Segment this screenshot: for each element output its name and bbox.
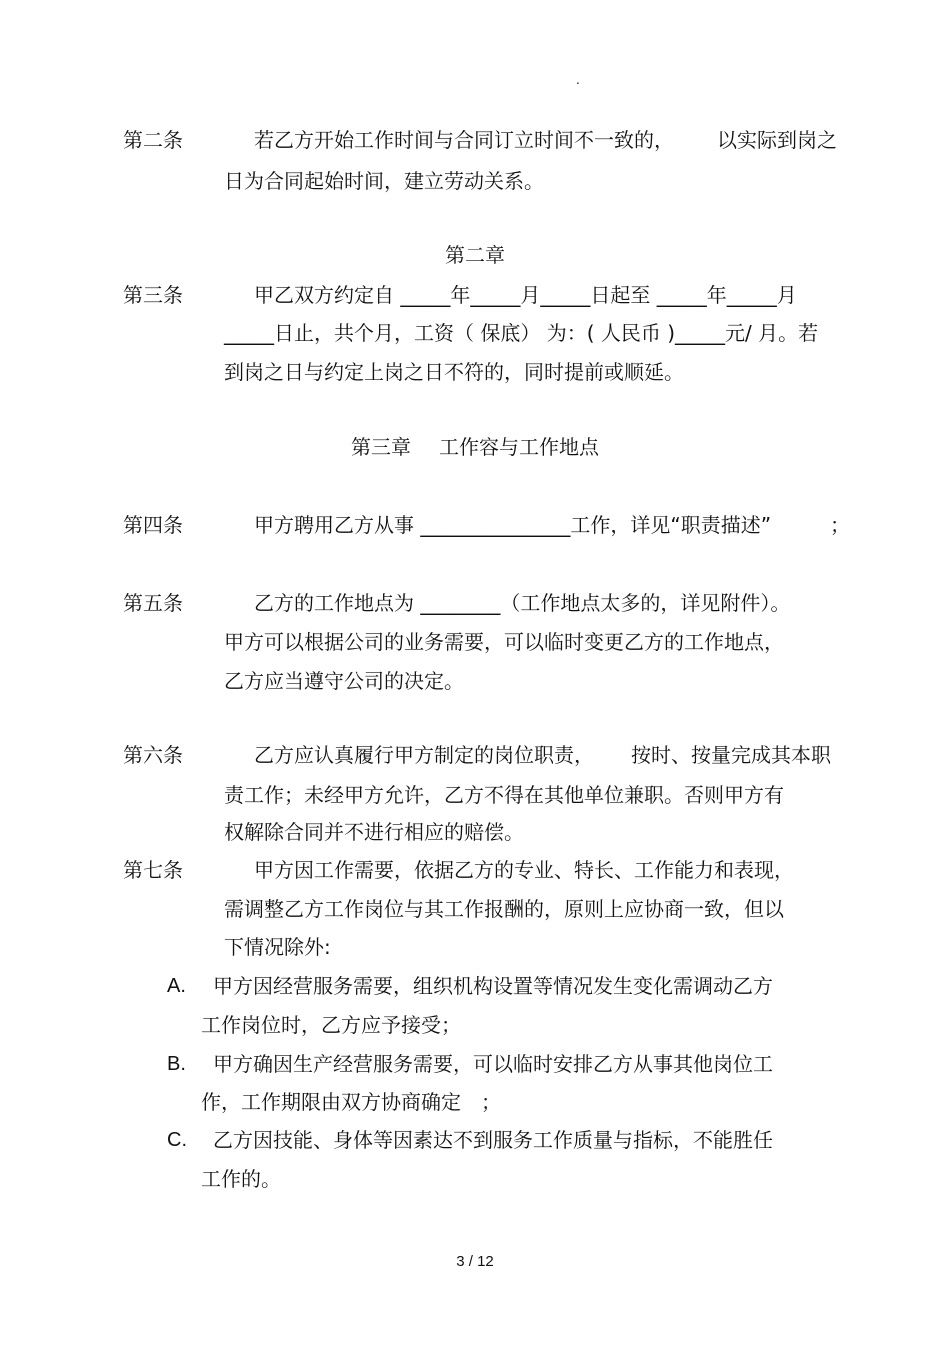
article-6-label: 第六条 (123, 743, 183, 767)
article-3-line-3: 到岗之日与约定上岗之日不符的，同时提前或顺延。 (224, 360, 684, 384)
chapter-3-heading (0, 433, 950, 461)
item-a-line-2: 工作岗位时，乙方应予接受； (201, 1013, 461, 1037)
article-7-label: 第七条 (123, 858, 183, 882)
article-7-line-2: 需调整乙方工作岗位与其工作报酬的，原则上应协商一致，但以 (224, 897, 784, 921)
article-2-line-2: 日为合同起始时间，建立劳动关系。 (224, 169, 544, 193)
item-a-line-1: 甲方因经营服务需要，组织机构设置等情况发生变化需调动乙方 (213, 974, 773, 998)
item-c-marker: C. (167, 1129, 187, 1151)
article-3-line-2: _____日止，共个月，工资（ 保底） 为：( 人民币 )_____元/ 月。若 (224, 321, 819, 345)
top-mark: . (576, 73, 580, 87)
item-c-line-2: 工作的。 (201, 1167, 281, 1191)
article-5-line-1: 乙方的工作地点为 ________（工作地点太多的，详见附件）。 (254, 591, 791, 615)
chapter-2-heading: 第二章 (445, 243, 505, 267)
page-number: 3 / 12 (456, 1253, 494, 1270)
article-5-line-3: 乙方应当遵守公司的决定。 (224, 669, 464, 693)
article-6-line-1: 乙方应认真履行甲方制定的岗位职责， (254, 743, 594, 767)
article-4-label: 第四条 (123, 513, 183, 537)
article-2-label: 第二条 (123, 128, 183, 152)
article-3-label: 第三条 (123, 283, 183, 307)
item-b-marker: B. (167, 1053, 186, 1075)
chapter-3-number: 第三章 (351, 435, 411, 459)
chapter-3-title: 工作容与工作地点 (439, 435, 599, 459)
item-b-line-2: 作，工作期限由双方协商确定 ； (201, 1090, 501, 1114)
article-7-line-3: 下情况除外: (224, 935, 331, 959)
article-2-line-1: 若乙方开始工作时间与合同订立时间不一致的， (254, 128, 674, 152)
article-6-line-1-end: 按时、按量完成其本职 (631, 743, 831, 767)
article-5-label: 第五条 (123, 591, 183, 615)
item-c-line-1: 乙方因技能、身体等因素达不到服务工作质量与指标，不能胜任 (213, 1128, 773, 1152)
article-5-line-2: 甲方可以根据公司的业务需要，可以临时变更乙方的工作地点， (224, 630, 784, 654)
item-b-line-1: 甲方确因生产经营服务需要，可以临时安排乙方从事其他岗位工 (213, 1052, 773, 1076)
item-a-marker: A. (167, 975, 186, 997)
article-4-line-1: 甲方聘用乙方从事 _______________工作，详见“职责描述” (254, 513, 772, 537)
article-6-line-3: 权解除合同并不进行相应的赔偿。 (224, 820, 524, 844)
article-2-line-1-end: 以实际到岗之 (717, 128, 837, 152)
article-3-line-1: 甲乙双方约定自 _____年_____月_____日起至 _____年_____月 (254, 283, 797, 307)
article-6-line-2: 责工作；未经甲方允许，乙方不得在其他单位兼职。否则甲方有 (224, 783, 784, 807)
article-7-line-1: 甲方因工作需要，依据乙方的专业、特长、工作能力和表现， (254, 858, 794, 882)
article-4-line-1-end: ； (830, 513, 850, 537)
